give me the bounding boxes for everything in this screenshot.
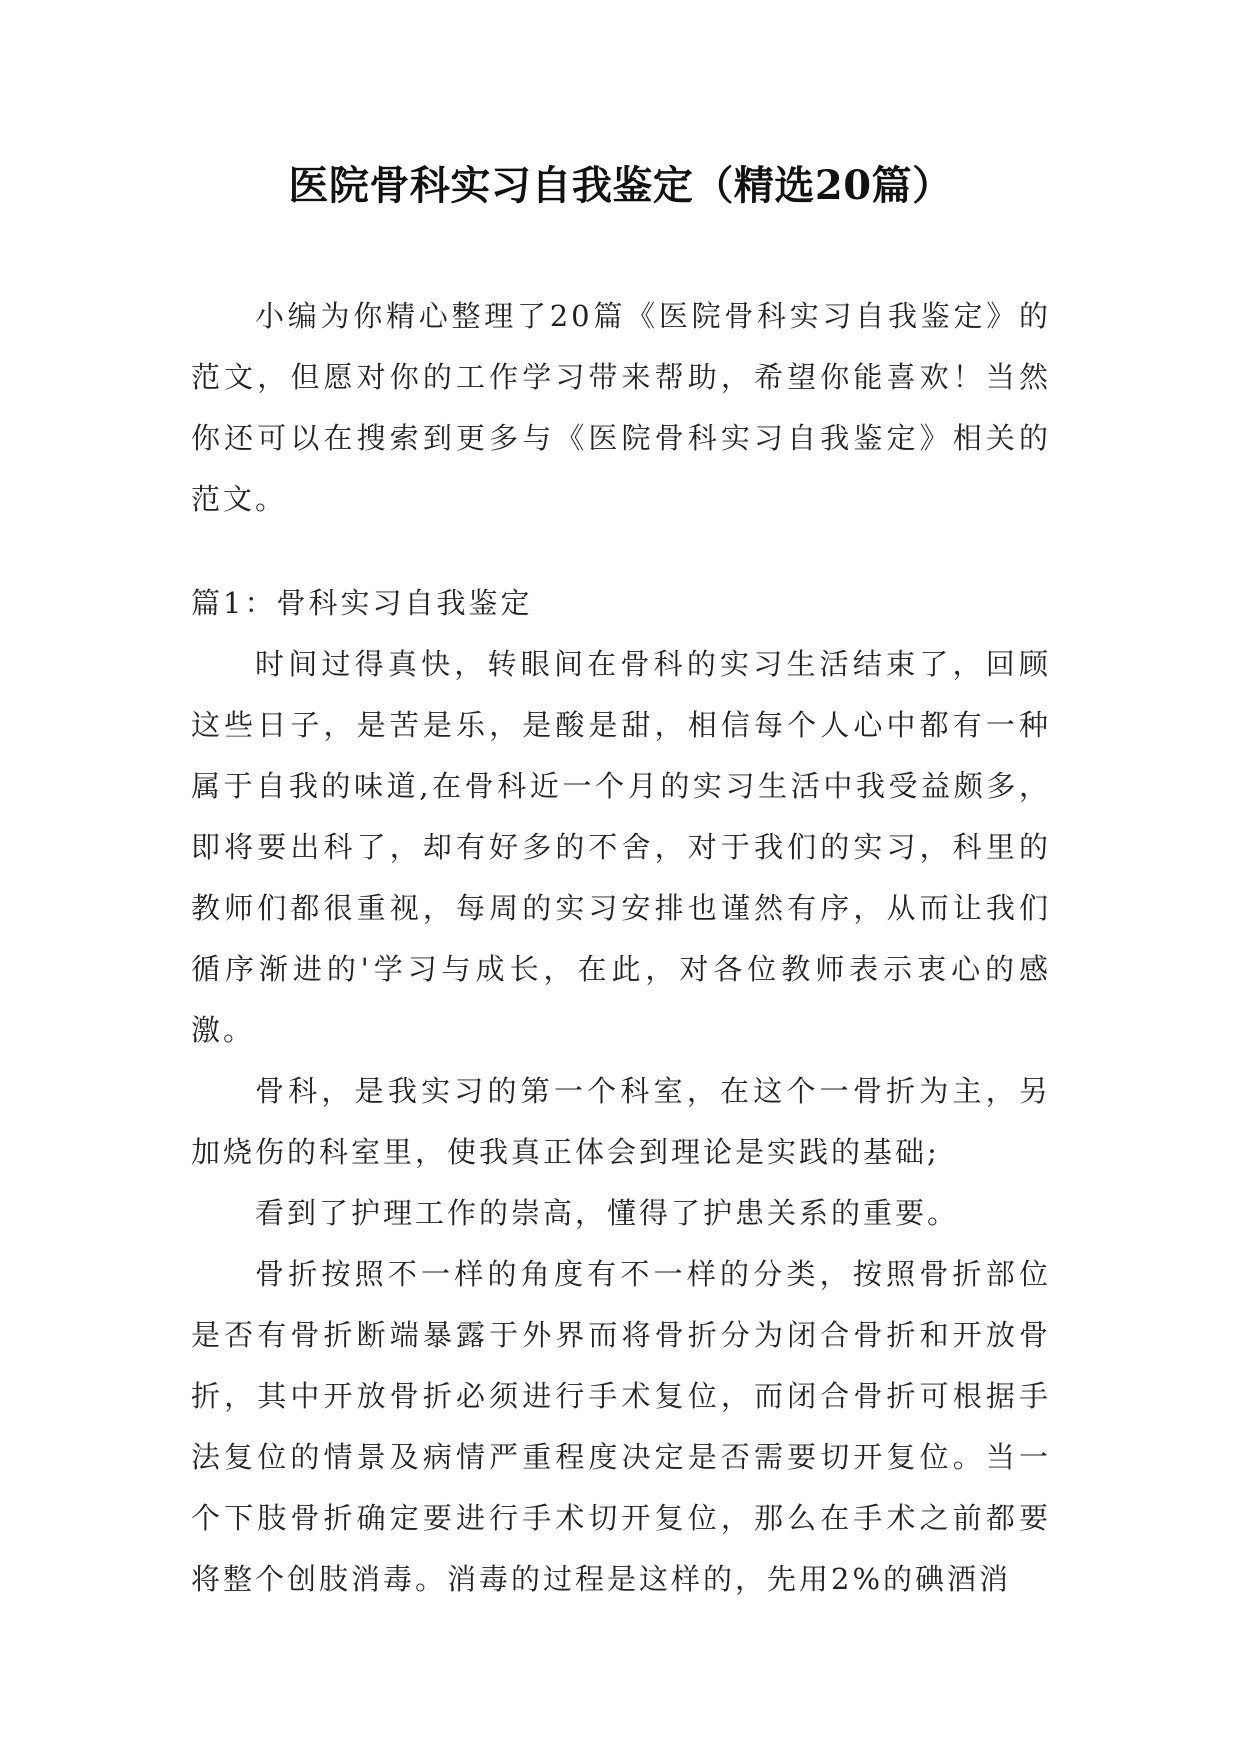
body-paragraph-4: 骨折按照不一样的角度有不一样的分类，按照骨折部位是否有骨折断端暴露于外界而将骨折分为闭合骨折和开放骨折，其中开放骨折必须进行手术复位，而闭合骨折可根据手法复位的情景及病情严重程度决定是否需要切开复位。当一个下肢骨折确定要进行手术切开复位，那么在手术之前都要将整个创肢消毒。消毒的过程是这样的，先用2%的碘酒消 — [191, 1257, 1051, 1596]
body-paragraph-2: 骨科，是我实习的第一个科室，在这个一骨折为主，另加烧伤的科室里，使我真正体会到理论是实践的基础; — [191, 1074, 1051, 1169]
section-heading: 篇1：骨科实习自我鉴定 — [191, 586, 533, 620]
intro-paragraph: 小编为你精心整理了20篇《医院骨科实习自我鉴定》的范文，但愿对你的工作学习带来帮助，希望你能喜欢！当然你还可以在搜索到更多与《医院骨科实习自我鉴定》相关的范文。 — [191, 299, 1051, 516]
body-paragraph-1: 时间过得真快，转眼间在骨科的实习生活结束了，回顾这些日子，是苦是乐，是酸是甜，相信每个人心中都有一种属于自我的味道,在骨科近一个月的实习生活中我受益颇多，即将要出科了，却有好多的不舍，对于我们的实习，科里的教师们都很重视，每周的实习安排也谨然有序，从而让我们循序渐进的'学习与成长，在此，对各位教师表示衷心的感激。 — [191, 647, 1051, 1047]
section-body — [191, 634, 1051, 1610]
document-title: 医院骨科实习自我鉴定（精选20篇） — [288, 162, 953, 209]
body-paragraph-3: 看到了护理工作的崇高，懂得了护患关系的重要。 — [255, 1196, 960, 1230]
intro-block — [191, 286, 1051, 530]
